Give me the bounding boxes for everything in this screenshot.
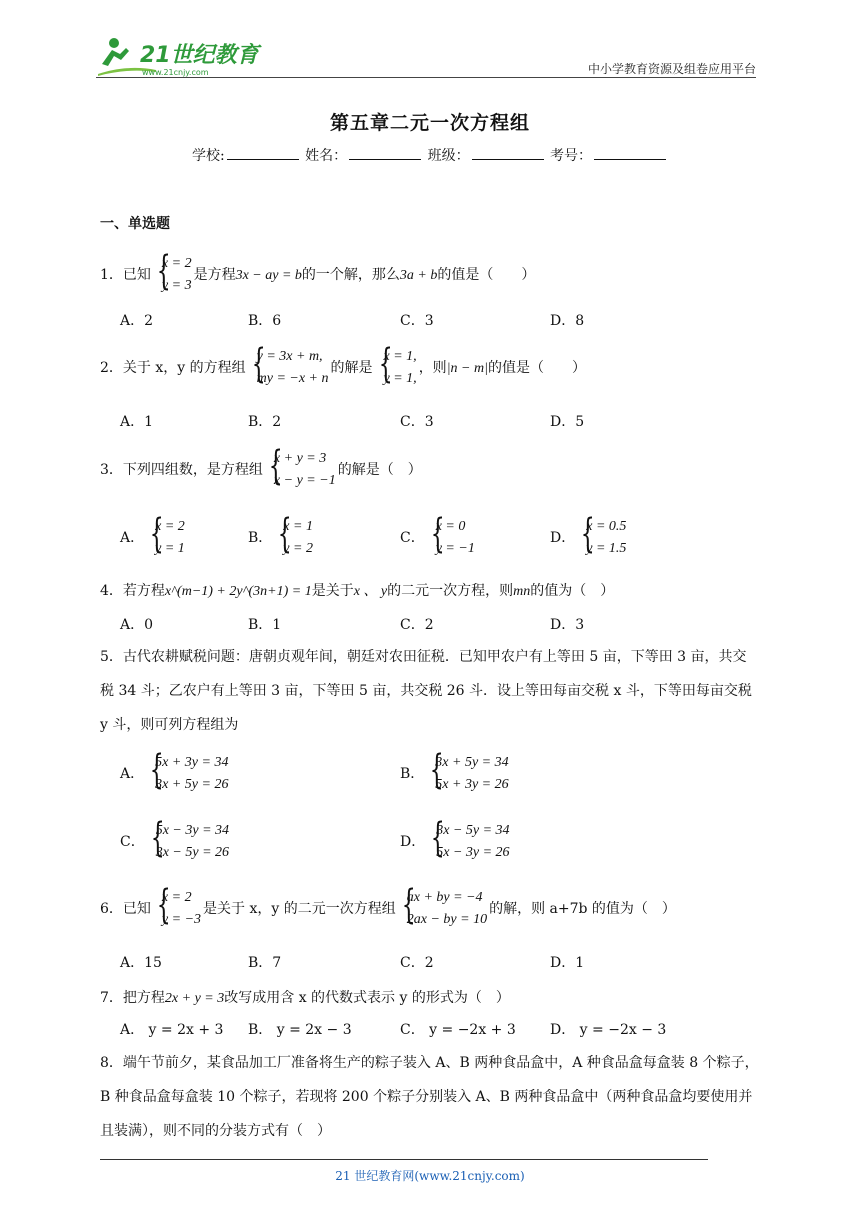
question-2: [100, 346, 586, 390]
q2-option-d[interactable]: D．5: [550, 414, 585, 430]
q3-option-c[interactable]: C． { x = 0 y = −1: [400, 516, 477, 560]
question-6: [100, 887, 676, 931]
q3-system: { x + y = 3 x − y = −1: [265, 448, 336, 492]
q1-suffix: 的值是（ ）: [437, 267, 536, 283]
logo-text: 21世纪教育: [140, 43, 259, 68]
page-title: 第五章二元一次方程组: [329, 112, 530, 134]
q4-suffix: 的值为（ ）: [530, 583, 615, 599]
question-1: [100, 253, 535, 297]
q1-option-c[interactable]: C．3: [400, 313, 434, 329]
name-blank[interactable]: [349, 147, 421, 160]
q6-option-b[interactable]: B．7: [248, 955, 282, 971]
q6-option-c[interactable]: C．2: [400, 955, 434, 971]
footer-text[interactable]: 21 世纪教育网(www.21cnjy.com): [335, 1169, 525, 1183]
q2-mid: 的解是: [330, 360, 373, 376]
q6-option-d[interactable]: D．1: [550, 955, 585, 971]
q3-prefix: 3．下列四组数，是方程组: [100, 462, 263, 478]
q1-expression: 3a + b: [399, 268, 438, 283]
q7-suffix: 改写成用含 x 的代数式表示 y 的形式为（ ）: [224, 990, 510, 1006]
class-blank[interactable]: [472, 147, 544, 160]
q4-prefix: 4．若方程: [100, 583, 165, 599]
q7-option-a[interactable]: A． y = 2x + 3: [120, 1022, 224, 1038]
q2-prefix: 2．关于 x，y 的方程组: [100, 360, 246, 376]
logo-subtext: www.21cnjy.com: [142, 68, 209, 77]
q1-mid: 是方程: [193, 267, 236, 283]
q3-option-a[interactable]: A． { x = 2 y = 1: [120, 516, 187, 560]
q5-option-b[interactable]: B． { 3x + 5y = 34 5x + 3y = 26: [400, 752, 511, 796]
question-4: [100, 580, 614, 600]
q1-option-b[interactable]: B．6: [248, 313, 282, 329]
q4-vars: x 、 y: [353, 584, 388, 599]
class-label: 班级：: [427, 148, 470, 164]
q7-equation: 2x + y = 3: [164, 991, 225, 1006]
q4-option-c[interactable]: C．2: [400, 617, 434, 633]
q4-option-d[interactable]: D．3: [550, 617, 585, 633]
q7-option-c[interactable]: C． y = −2x + 3: [400, 1022, 516, 1038]
number-label: 考号：: [550, 148, 593, 164]
q6-suffix: 的解，则 a+7b 的值为（ ）: [489, 901, 676, 917]
q4-equation: x^(m−1) + 2y^(3n+1) = 1: [164, 584, 312, 599]
student-info-line: [0, 145, 860, 165]
number-blank[interactable]: [594, 147, 666, 160]
question-3: [100, 448, 422, 492]
q2-expression: |n − m|: [446, 361, 488, 376]
q2-option-c[interactable]: C．3: [400, 414, 434, 430]
q3-suffix: 的解是（ ）: [337, 462, 422, 478]
q6-mid: 是关于 x，y 的二元一次方程组: [203, 901, 396, 917]
q5-option-d[interactable]: D． { 3x − 5y = 34 5x − 3y = 26: [400, 820, 512, 864]
q3-option-b[interactable]: B． { x = 1 y = 2: [248, 516, 315, 560]
q2-mid2: ，则: [418, 360, 447, 376]
q4-expression: mn: [513, 584, 531, 599]
q1-prefix: 1．已知: [100, 267, 151, 283]
q2-option-a[interactable]: A．1: [120, 414, 154, 430]
section-heading: 一、单选题: [100, 216, 170, 232]
name-label: 姓名：: [305, 148, 348, 164]
school-blank[interactable]: [227, 147, 299, 160]
q4-option-a[interactable]: A．0: [120, 617, 154, 633]
q2-system: { y = 3x + m, my = −x + n: [248, 346, 329, 390]
q6-option-a[interactable]: A．15: [120, 955, 162, 971]
q7-prefix: 7．把方程: [100, 990, 165, 1006]
q2-suffix: 的值是（ ）: [487, 360, 586, 376]
q3-option-d[interactable]: D． { x = 0.5 y = 1.5: [550, 516, 628, 560]
q1-system: { x = 2 y = 3: [153, 253, 192, 297]
q6-equation-system: { ax + by = −4 2ax − by = 10: [398, 887, 487, 931]
q1-equation: 3x − ay = b: [235, 268, 302, 283]
footer-divider: [100, 1159, 708, 1160]
school-label: 学校:: [191, 148, 225, 164]
question-7: [100, 987, 510, 1007]
site-logo: [96, 34, 266, 80]
q4-mid: 是关于: [311, 583, 354, 599]
q6-system: { x = 2 y = −3: [153, 887, 201, 931]
header-divider: [96, 77, 756, 78]
q1-mid2: 的一个解，那么: [301, 267, 400, 283]
q5-option-a[interactable]: A． { 5x + 3y = 34 3x + 5y = 26: [120, 752, 230, 796]
q2-option-b[interactable]: B．2: [248, 414, 282, 430]
header-platform-text: 中小学教育资源及组卷应用平台: [587, 62, 756, 76]
q4-mid2: 的二元一次方程，则: [387, 583, 514, 599]
q6-prefix: 6．已知: [100, 901, 151, 917]
q1-option-d[interactable]: D．8: [550, 313, 585, 329]
q2-solution-system: { x = 1, y = 1,: [375, 346, 417, 390]
q7-option-b[interactable]: B． y = 2x − 3: [248, 1022, 352, 1038]
question-8: 8．端午节前夕，某食品加工厂准备将生产的粽子装入 A、B 两种食品盒中，A 种食品盒每盒装 8 个粽子，B 种食品盒每盒装 10 个粽子，若现将 200 个粽子分别装入 A、B 两种食品盒中（两种食品盒均要使用并且装满），则不同的分装方式有（ ）: [100, 1055, 759, 1139]
q7-option-d[interactable]: D． y = −2x − 3: [550, 1022, 667, 1038]
q1-option-a[interactable]: A．2: [120, 313, 154, 329]
question-5: 5．古代农耕赋税问题：唐朝贞观年间，朝廷对农田征税．已知甲农户有上等田 5 亩，下等田 3 亩，共交税 34 斗；乙农户有上等田 3 亩，下等田 5 亩，共交税 26 斗．设上等田每亩交税 x 斗，下等田每亩交税 y 斗，则可列方程组为: [100, 649, 752, 733]
q5-option-c[interactable]: C． { 5x − 3y = 34 3x − 5y = 26: [120, 820, 231, 864]
q4-option-b[interactable]: B．1: [248, 617, 282, 633]
